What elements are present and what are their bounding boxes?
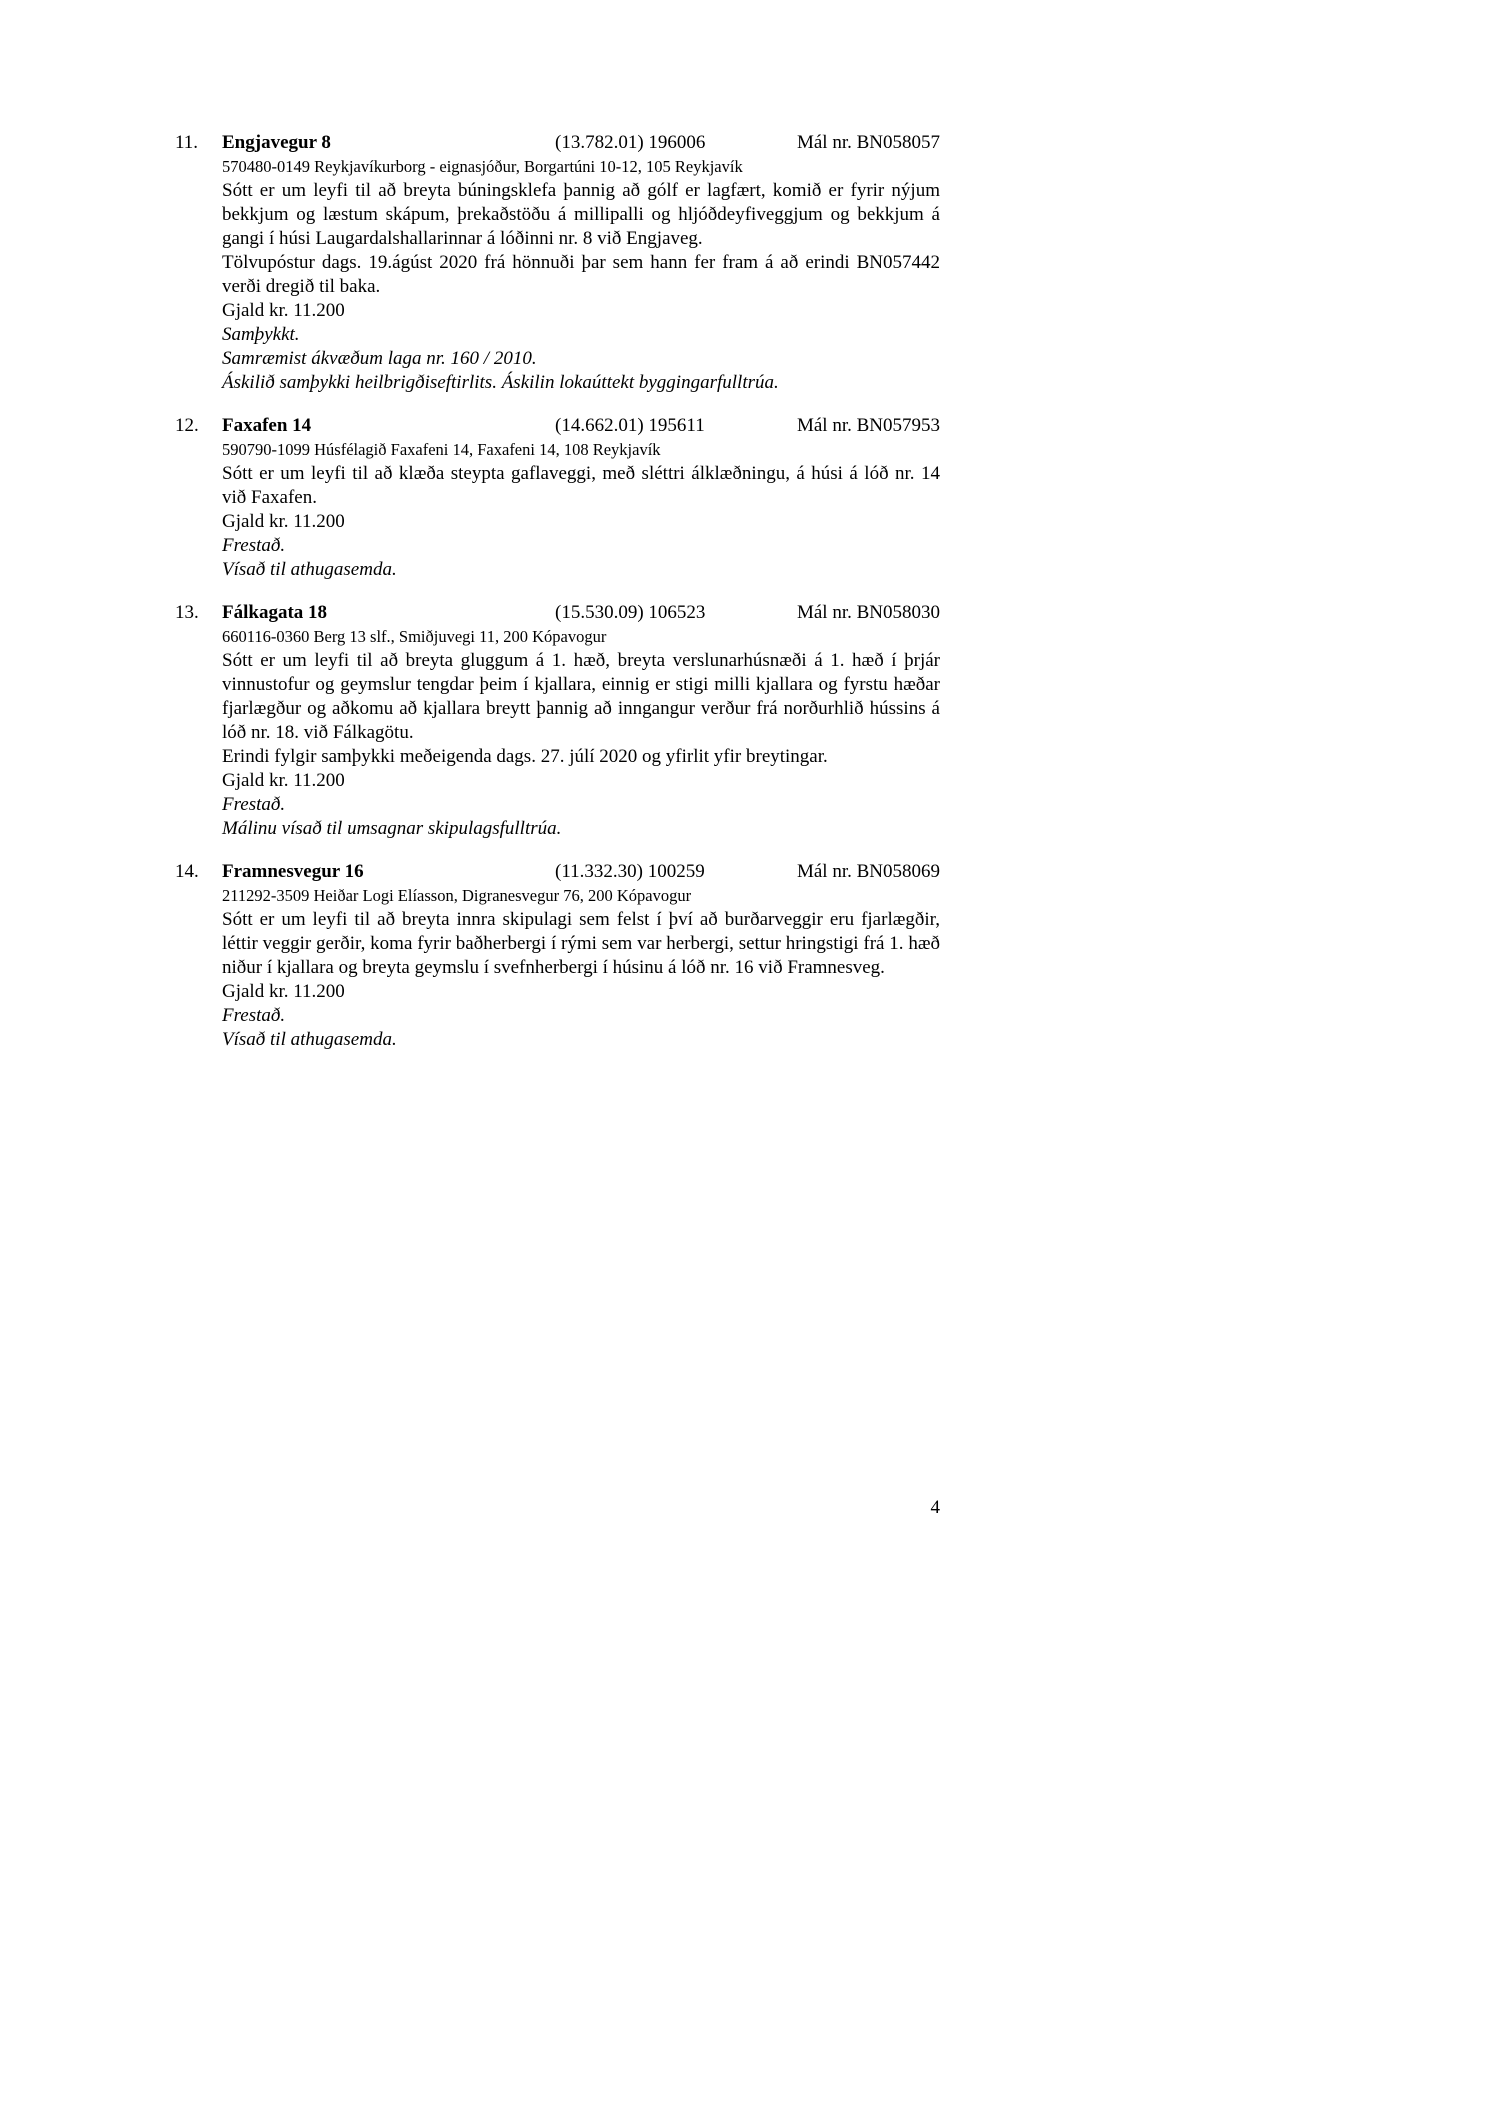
decision-line: Samþykkt. (222, 324, 300, 345)
item-number: 14. (175, 861, 199, 882)
agenda-item-13 (175, 601, 940, 841)
agenda-item-11 (175, 131, 940, 395)
item-title: Framnesvegur 16 (222, 861, 364, 882)
item-number: 13. (175, 602, 199, 623)
decision-line: Málinu vísað til umsagnar skipulagsfulltrúa. (222, 818, 562, 839)
page-number: 4 (930, 1497, 940, 1518)
item-header (175, 131, 940, 155)
item-reference: (15.530.09) 106523 (555, 602, 706, 623)
description-paragraph: Sótt er um leyfi til að klæða steypta gaflaveggi, með sléttri álklæðningu, á húsi á lóð nr. 14 við Faxafen. (222, 463, 940, 508)
decision-line: Frestað. (222, 1005, 286, 1026)
applicant-line: 211292-3509 Heiðar Logi Elíasson, Digranesvegur 76, 200 Kópavogur (222, 886, 692, 905)
item-header (175, 414, 940, 438)
fee-line: Gjald kr. 11.200 (222, 981, 345, 1002)
description-paragraph: Tölvupóstur dags. 19.ágúst 2020 frá hönnuði þar sem hann fer fram á að erindi BN057442 verði dregið til baka. (222, 252, 940, 297)
item-case-number: Mál nr. BN058057 (796, 132, 940, 153)
applicant-line: 590790-1099 Húsfélagið Faxafeni 14, Faxafeni 14, 108 Reykjavík (222, 440, 661, 459)
description-paragraph: Sótt er um leyfi til að breyta innra skipulagi sem felst í því að burðarveggir eru fjarlægðir, léttir veggir gerðir, koma fyrir baðherbergi í rými sem var herbergi, settur hringstigi frá 1. hæð niður í kjallara og breyta geymslu í svefnherbergi í húsinu á lóð nr. 16 við Framnesveg. (222, 909, 940, 978)
item-reference: (14.662.01) 195611 (555, 415, 705, 436)
agenda-item-14 (175, 860, 940, 1052)
minutes-item-list (175, 131, 940, 1071)
item-reference: (13.782.01) 196006 (555, 132, 706, 153)
description-paragraph: Erindi fylgir samþykki meðeigenda dags. 27. júlí 2020 og yfirlit yfir breytingar. (222, 746, 828, 767)
applicant-line: 570480-0149 Reykjavíkurborg - eignasjóður, Borgartúni 10-12, 105 Reykjavík (222, 157, 743, 176)
item-case-number: Mál nr. BN057953 (796, 415, 940, 436)
item-body (222, 884, 940, 1052)
item-title: Engjavegur 8 (222, 132, 331, 153)
description-paragraph: Sótt er um leyfi til að breyta gluggum á 1. hæð, breyta verslunarhúsnæði á 1. hæð í þrjár vinnustofur og geymslur tengdar þeim í kjallara, einnig er stigi milli kjallara og fyrstu hæðar fjarlægður og aðkomu að kjallara breytt þannig að inngangur verður frá norðurhlið hússins á lóð nr. 18. við Fálkagötu. (222, 650, 940, 743)
item-case-number: Mál nr. BN058069 (796, 861, 940, 882)
item-body (222, 438, 940, 582)
applicant-line: 660116-0360 Berg 13 slf., Smiðjuvegi 11, 200 Kópavogur (222, 627, 607, 646)
decision-line: Frestað. (222, 794, 286, 815)
item-header (175, 860, 940, 884)
item-number: 12. (175, 415, 199, 436)
item-body (222, 625, 940, 841)
fee-line: Gjald kr. 11.200 (222, 300, 345, 321)
description-paragraph: Sótt er um leyfi til að breyta búningsklefa þannig að gólf er lagfært, komið er fyrir nýjum bekkjum og læstum skápum, þrekaðstöðu á millipalli og hljóðdeyfiveggjum og bekkjum á gangi í húsi Laugardalshallarinnar á lóðinni nr. 8 við Engjaveg. (222, 180, 940, 249)
item-body (222, 155, 940, 395)
item-title: Fálkagata 18 (222, 602, 328, 623)
item-title: Faxafen 14 (222, 415, 312, 436)
agenda-item-12 (175, 414, 940, 582)
item-header (175, 601, 940, 625)
item-number: 11. (175, 132, 199, 153)
item-case-number: Mál nr. BN058030 (796, 602, 940, 623)
decision-line: Vísað til athugasemda. (222, 1029, 397, 1050)
item-reference: (11.332.30) 100259 (555, 861, 705, 882)
fee-line: Gjald kr. 11.200 (222, 770, 345, 791)
fee-line: Gjald kr. 11.200 (222, 511, 345, 532)
decision-line: Áskilið samþykki heilbrigðiseftirlits. Áskilin lokaúttekt byggingarfulltrúa. (222, 372, 779, 393)
decision-line: Samræmist ákvæðum laga nr. 160 / 2010. (222, 348, 537, 369)
decision-line: Vísað til athugasemda. (222, 559, 397, 580)
decision-line: Frestað. (222, 535, 286, 556)
